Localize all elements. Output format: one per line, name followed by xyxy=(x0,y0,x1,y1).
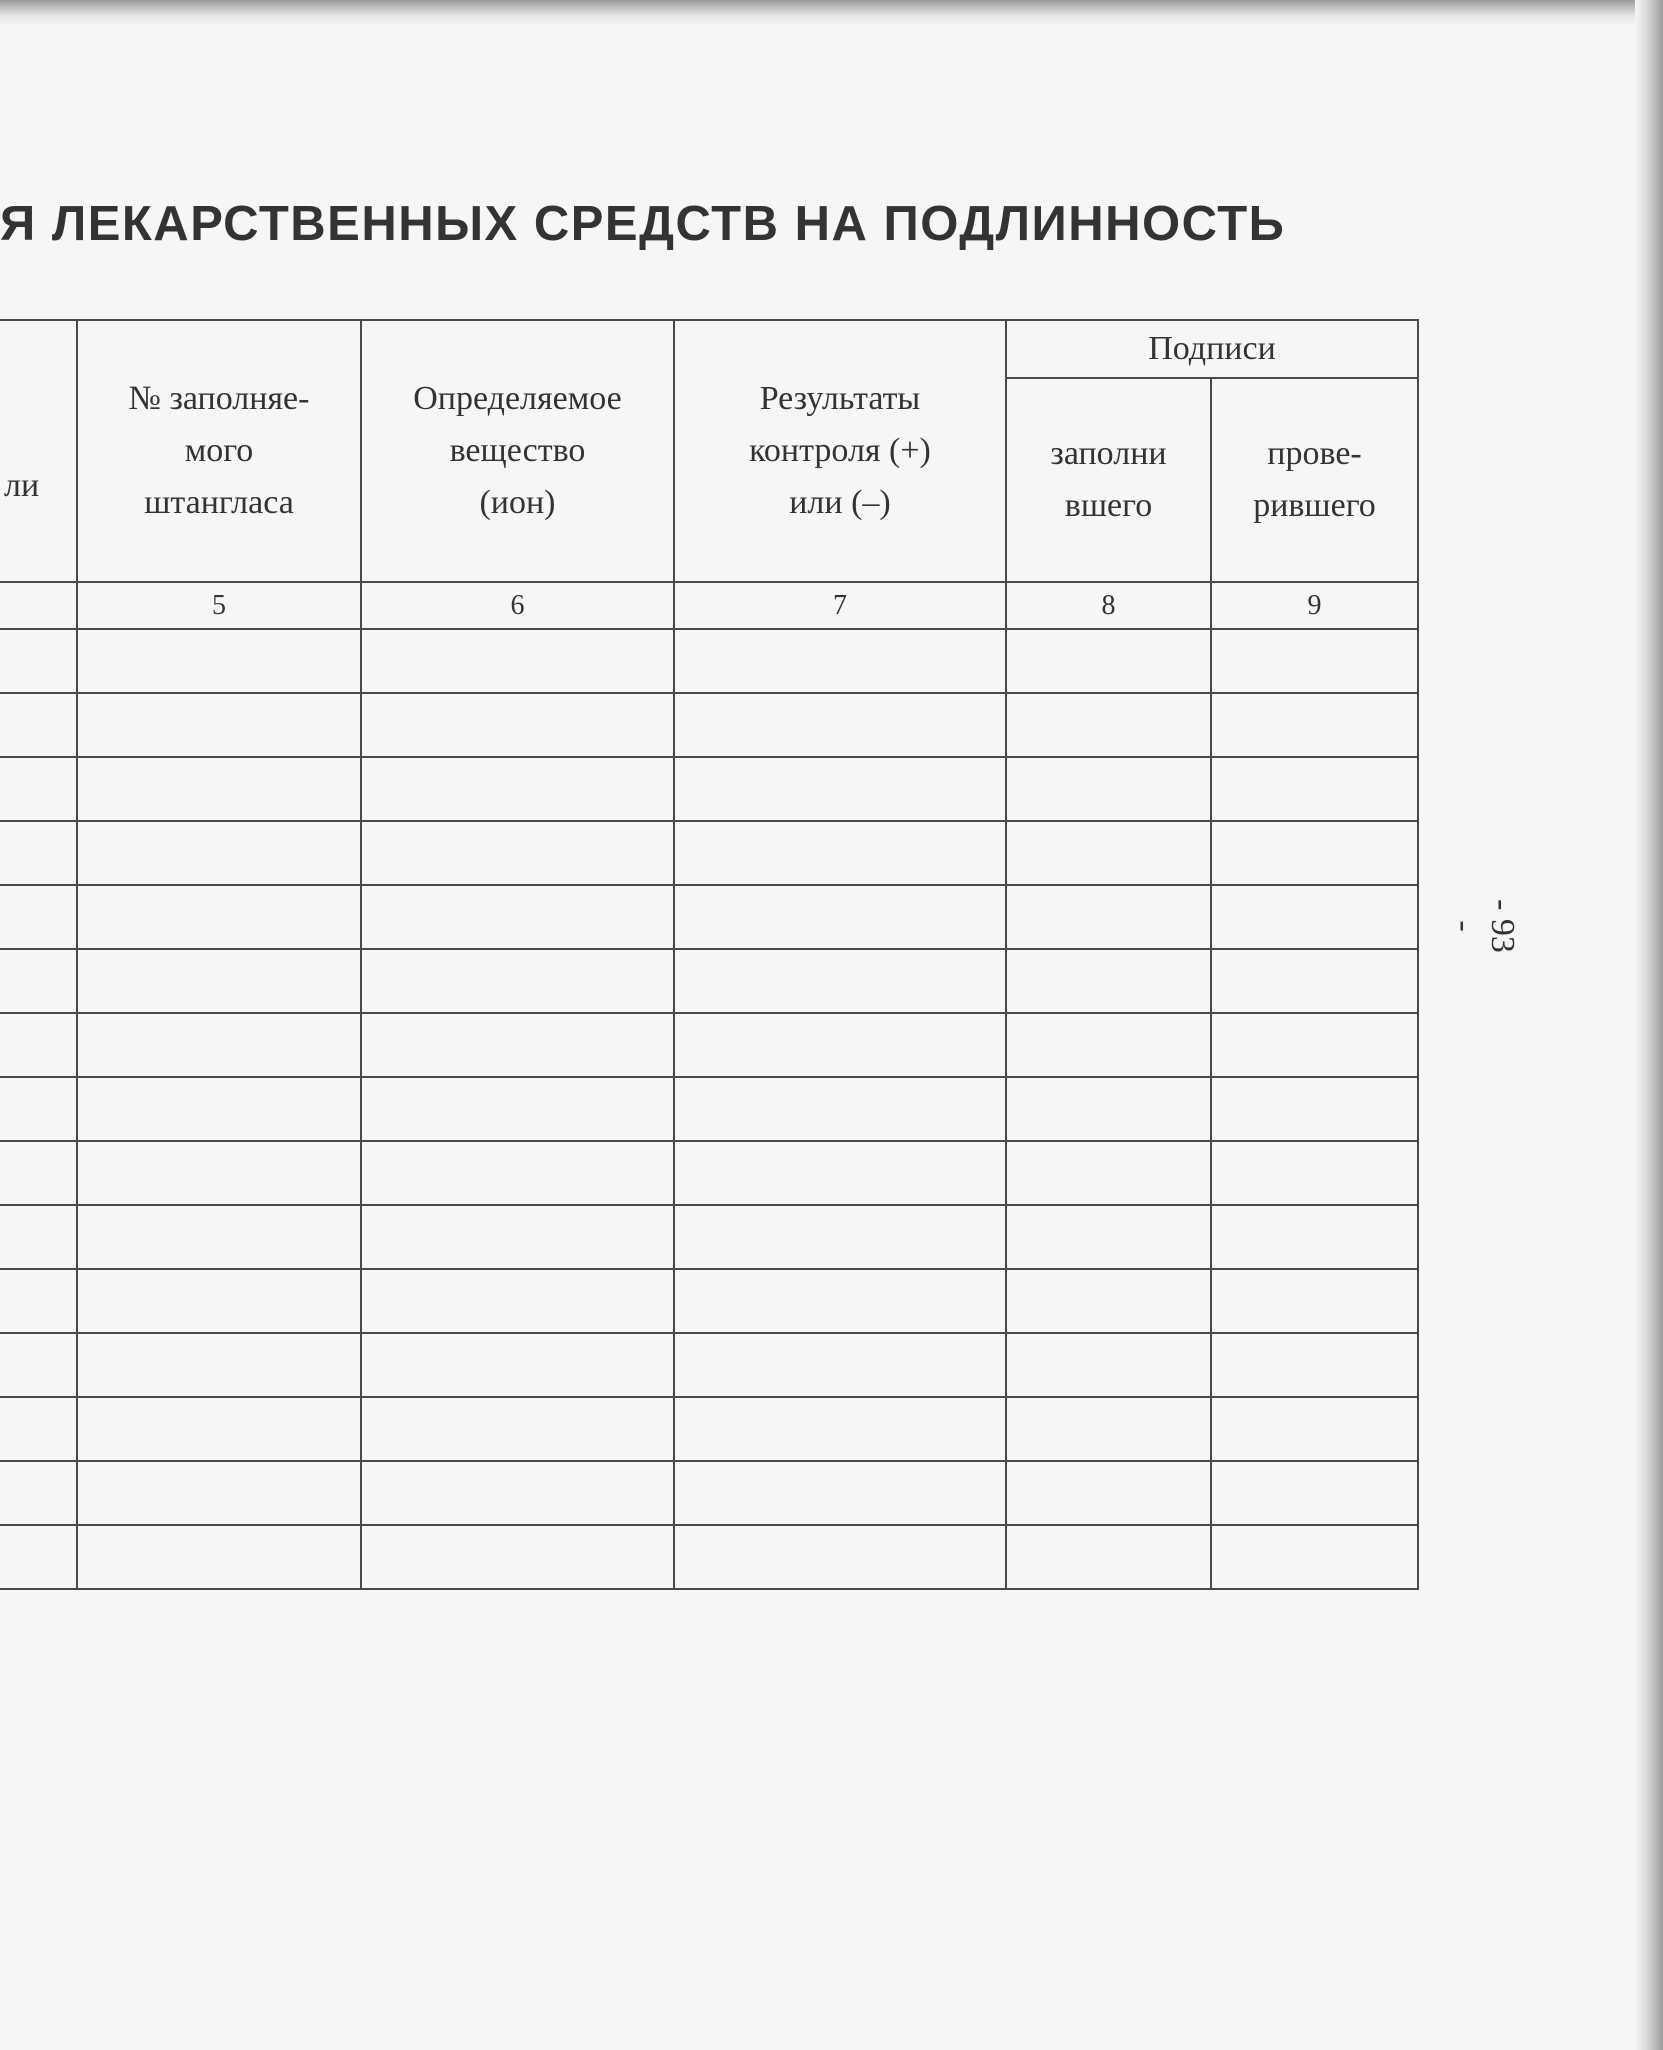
table-cell xyxy=(0,949,77,1013)
table-cell xyxy=(1211,1525,1418,1589)
table-cell xyxy=(1211,949,1418,1013)
column-header-substance-text: Определяемое вещество (ион) xyxy=(413,380,622,521)
table-cell xyxy=(1211,821,1418,885)
table-cell xyxy=(1211,1269,1418,1333)
table-cell xyxy=(361,1077,674,1141)
scan-right-edge xyxy=(1635,0,1663,2050)
group-header-signatures: Подписи xyxy=(1006,320,1418,378)
table-cell xyxy=(1211,757,1418,821)
table-cell xyxy=(674,885,1006,949)
table-cell xyxy=(0,757,77,821)
table-row xyxy=(0,885,1418,949)
table-cell xyxy=(0,693,77,757)
table-cell xyxy=(0,629,77,693)
table-row xyxy=(0,1333,1418,1397)
table-row xyxy=(0,1077,1418,1141)
table-cell xyxy=(1006,629,1211,693)
table-row xyxy=(0,629,1418,693)
table-cell xyxy=(77,1461,361,1525)
table-cell xyxy=(1211,1077,1418,1141)
column-header-checked-by-text: прове- рившего xyxy=(1253,435,1376,524)
column-number-partial xyxy=(0,582,77,629)
table-cell xyxy=(674,1077,1006,1141)
table-cell xyxy=(361,1333,674,1397)
table-cell xyxy=(674,821,1006,885)
table-row xyxy=(0,1397,1418,1461)
table-cell xyxy=(1006,1269,1211,1333)
column-number-row xyxy=(0,582,1418,629)
table-cell xyxy=(1006,1397,1211,1461)
table-row xyxy=(0,1013,1418,1077)
table-cell xyxy=(1006,1141,1211,1205)
table-cell xyxy=(77,1525,361,1589)
table-cell xyxy=(674,1013,1006,1077)
table-cell xyxy=(1211,629,1418,693)
table-cell xyxy=(361,821,674,885)
table-cell xyxy=(1211,1461,1418,1525)
column-header-checked-by xyxy=(1211,378,1418,582)
table-row xyxy=(0,693,1418,757)
table-cell xyxy=(1211,885,1418,949)
table-cell xyxy=(674,1397,1006,1461)
page-number: - 93 - xyxy=(1446,899,1521,953)
table-cell xyxy=(77,757,361,821)
column-number: 7 xyxy=(674,582,1006,629)
column-number: 6 xyxy=(361,582,674,629)
table-row xyxy=(0,1141,1418,1205)
table-row xyxy=(0,757,1418,821)
table-cell xyxy=(361,885,674,949)
table-cell xyxy=(361,1397,674,1461)
table-cell xyxy=(77,693,361,757)
column-header-container-number-text: № заполняе- мого штангласа xyxy=(128,380,310,521)
table-row xyxy=(0,949,1418,1013)
table-cell xyxy=(1006,1525,1211,1589)
column-header-filled-by xyxy=(1006,378,1211,582)
table-cell xyxy=(674,757,1006,821)
table-row xyxy=(0,821,1418,885)
table-cell xyxy=(674,949,1006,1013)
table-cell xyxy=(361,1269,674,1333)
table-cell xyxy=(77,629,361,693)
column-number: 9 xyxy=(1211,582,1418,629)
table-cell xyxy=(361,1461,674,1525)
table-cell xyxy=(1006,821,1211,885)
table-cell xyxy=(361,629,674,693)
table-cell xyxy=(77,1397,361,1461)
table-cell xyxy=(674,1205,1006,1269)
table-cell xyxy=(1006,885,1211,949)
table-cell xyxy=(1211,1397,1418,1461)
table-cell xyxy=(674,1333,1006,1397)
table-cell xyxy=(1006,1077,1211,1141)
table-cell xyxy=(1006,1333,1211,1397)
table-cell xyxy=(674,1525,1006,1589)
scan-top-shadow xyxy=(0,0,1663,26)
table-cell xyxy=(0,1461,77,1525)
table-cell xyxy=(77,1269,361,1333)
page-title: Я ЛЕКАРСТВЕННЫХ СРЕДСТВ НА ПОДЛИННОСТЬ xyxy=(0,197,1286,251)
table-row xyxy=(0,1269,1418,1333)
table-cell xyxy=(1006,1013,1211,1077)
table-cell xyxy=(0,1077,77,1141)
table-cell xyxy=(1211,1205,1418,1269)
table-cell xyxy=(1006,693,1211,757)
table-cell xyxy=(361,757,674,821)
table-cell xyxy=(0,1333,77,1397)
table-cell xyxy=(361,1525,674,1589)
table-cell xyxy=(0,1525,77,1589)
column-header-results-text: Результаты контроля (+) или (–) xyxy=(749,380,931,521)
table-cell xyxy=(77,885,361,949)
table-cell xyxy=(1006,1461,1211,1525)
table-cell xyxy=(674,693,1006,757)
table-cell xyxy=(361,693,674,757)
table-cell xyxy=(361,1013,674,1077)
table-cell xyxy=(1211,1333,1418,1397)
table-cell xyxy=(77,1333,361,1397)
table-row xyxy=(0,1205,1418,1269)
table-cell xyxy=(0,821,77,885)
table-cell xyxy=(0,1205,77,1269)
table-cell xyxy=(77,1077,361,1141)
table-cell xyxy=(361,1141,674,1205)
table-row xyxy=(0,1525,1418,1589)
partial-column-header xyxy=(0,320,77,582)
column-header-container-number xyxy=(77,320,361,582)
table-cell xyxy=(1211,693,1418,757)
table-cell xyxy=(77,1141,361,1205)
table-cell xyxy=(674,1461,1006,1525)
column-header-filled-by-text: заполни вшего xyxy=(1050,435,1167,524)
table-cell xyxy=(361,1205,674,1269)
column-number: 5 xyxy=(77,582,361,629)
verification-table xyxy=(0,319,1419,1590)
table-cell xyxy=(361,949,674,1013)
table-cell xyxy=(0,1269,77,1333)
table-cell xyxy=(0,1141,77,1205)
table-cell xyxy=(674,629,1006,693)
column-header-results xyxy=(674,320,1006,582)
column-header-substance xyxy=(361,320,674,582)
table-cell xyxy=(1006,1205,1211,1269)
table-row xyxy=(0,1461,1418,1525)
table-cell xyxy=(0,885,77,949)
table-cell xyxy=(77,821,361,885)
table-cell xyxy=(77,949,361,1013)
table-cell xyxy=(77,1013,361,1077)
table-cell xyxy=(674,1141,1006,1205)
table-cell xyxy=(0,1397,77,1461)
column-number: 8 xyxy=(1006,582,1211,629)
table-cell xyxy=(1211,1013,1418,1077)
table-cell xyxy=(77,1205,361,1269)
table-cell xyxy=(674,1269,1006,1333)
table-cell xyxy=(1211,1141,1418,1205)
table-cell xyxy=(0,1013,77,1077)
table-cell xyxy=(1006,949,1211,1013)
partial-column-header-text: ли xyxy=(4,467,40,504)
table-cell xyxy=(1006,757,1211,821)
